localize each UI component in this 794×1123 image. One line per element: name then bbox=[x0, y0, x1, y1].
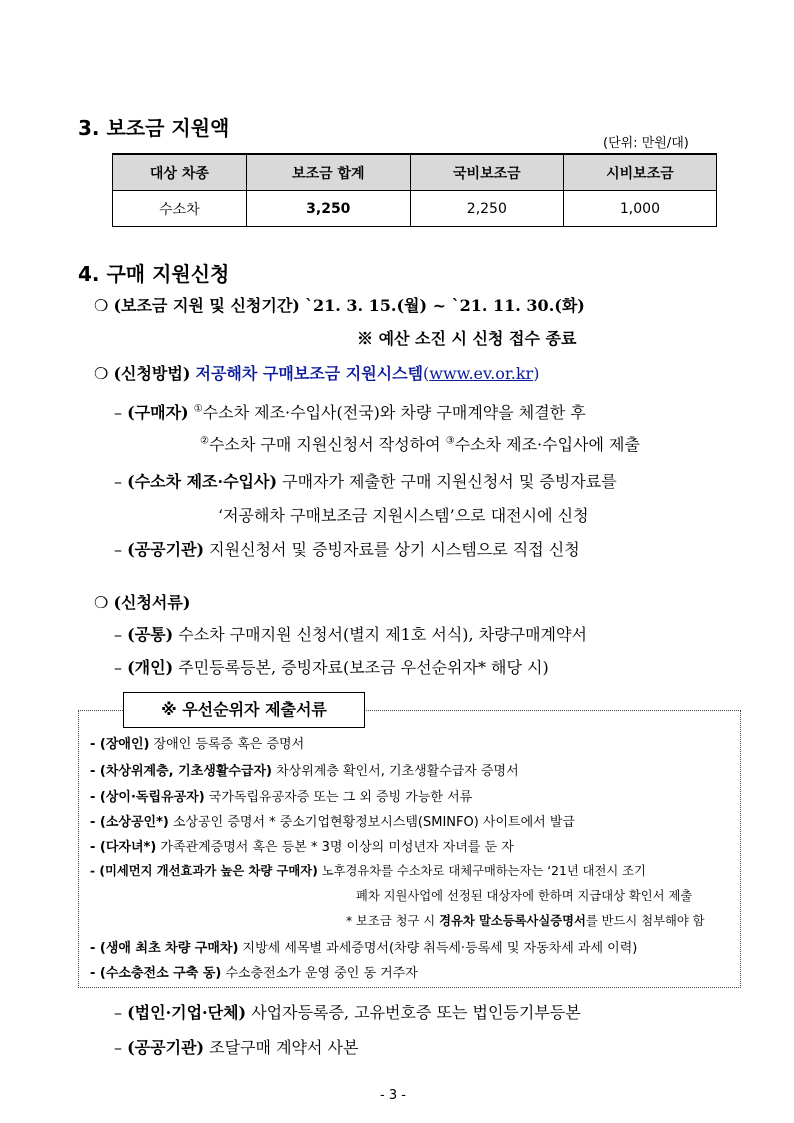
circle-bullet: ❍ bbox=[94, 296, 109, 315]
dash-bullet: – bbox=[114, 403, 122, 422]
buyer-text: 수소차 제조·수입사(전국)와 차량 구매계약을 체결한 후 bbox=[202, 403, 586, 422]
priority-label: - (미세먼지 개선효과가 높은 차량 구매자) bbox=[90, 864, 318, 878]
docs-label: (신청서류) bbox=[113, 593, 191, 612]
section-3-heading: 3. 보조금 지원액 bbox=[78, 116, 230, 140]
priority-note: * 보조금 청구 시 경유차 말소등록사실증명서를 반드시 첨부해야 함 bbox=[346, 914, 705, 928]
method-url-link[interactable]: www.ev.or.kr bbox=[429, 364, 534, 383]
step-number: ① bbox=[193, 403, 203, 415]
priority-text: 소상공인 증명서 * 중소기업현황정보시스템(SMINFO) 사이트에서 발급 bbox=[168, 815, 575, 830]
table-cell: 1,000 bbox=[563, 191, 716, 227]
period-note: ※ 예산 소진 시 신청 접수 종료 bbox=[357, 329, 577, 348]
method-paren-close: ) bbox=[533, 364, 540, 383]
method-value: 저공해차 구매보조금 지원시스템 bbox=[195, 364, 424, 383]
dash-bullet: – bbox=[114, 1038, 122, 1057]
priority-item bbox=[90, 760, 519, 779]
maker-line-1 bbox=[114, 469, 617, 492]
priority-label: - (소상공인*) bbox=[90, 815, 169, 830]
period-value: `21. 3. 15.(월) ~ `21. 11. 30.(화) bbox=[304, 296, 585, 315]
table-row bbox=[113, 191, 717, 227]
method-paren-open: ( bbox=[423, 364, 430, 383]
method-line bbox=[94, 361, 539, 384]
maker-label: (수소차 제조·수입사) bbox=[127, 472, 278, 491]
step-number: ③ bbox=[445, 435, 455, 447]
section-4-heading: 4. 구매 지원신청 bbox=[78, 262, 230, 286]
maker-line-2: ‘저공해차 구매보조금 지원시스템’으로 대전시에 신청 bbox=[218, 506, 589, 525]
public2-label: (공공기관) bbox=[127, 1038, 205, 1057]
table-cell: 수소차 bbox=[113, 191, 247, 227]
priority-item-continuation: 폐차 지원사업에 선정된 대상자에 한하며 지급대상 확인서 제출 bbox=[356, 889, 693, 903]
priority-text: 지방세 세목별 과세증명서(차량 취득세·등록세 및 자동차세 과세 이력) bbox=[238, 941, 638, 956]
priority-item bbox=[90, 937, 637, 956]
priority-item bbox=[90, 861, 646, 879]
priority-item bbox=[90, 786, 472, 805]
buyer-label: (구매자) bbox=[127, 403, 189, 422]
public2-text: 조달구매 계약서 사본 bbox=[209, 1038, 359, 1057]
circle-bullet: ❍ bbox=[94, 364, 109, 383]
priority-label: - (다자녀*) bbox=[90, 840, 157, 855]
priority-text: 국가독립유공자증 또는 그 외 증빙 가능한 서류 bbox=[204, 790, 473, 805]
step-number: ② bbox=[200, 435, 209, 447]
public-line bbox=[114, 537, 580, 560]
table-header: 시비보조금 bbox=[563, 154, 716, 191]
page-number: - 3 - bbox=[380, 1088, 406, 1103]
priority-text: 장애인 등록증 혹은 증명서 bbox=[149, 737, 305, 752]
priority-label: - (차상위계층, 기초생활수급자) bbox=[90, 764, 272, 779]
maker-text: 구매자가 제출한 구매 지원신청서 및 증빙자료를 bbox=[282, 472, 617, 491]
table-header: 국비보조금 bbox=[410, 154, 563, 191]
unit-note: (단위: 만원/대) bbox=[603, 136, 689, 151]
individual-label: (개인) bbox=[127, 658, 174, 677]
priority-item bbox=[90, 733, 304, 752]
priority-item bbox=[90, 836, 514, 855]
docs-line bbox=[94, 590, 190, 613]
table-cell: 3,250 bbox=[246, 191, 410, 227]
buyer-line-2 bbox=[200, 432, 640, 455]
corp-text: 사업자등록증, 고유번호증 또는 법인등기부등본 bbox=[251, 1003, 581, 1022]
common-line bbox=[114, 622, 587, 645]
circle-bullet: ❍ bbox=[94, 593, 109, 612]
subsidy-table bbox=[112, 153, 717, 227]
priority-label: - (생애 최초 차량 구매차) bbox=[90, 941, 239, 956]
priority-item bbox=[90, 962, 418, 981]
common-text: 수소차 구매지원 신청서(별지 제1호 서식), 차량구매계약서 bbox=[178, 625, 587, 644]
dash-bullet: – bbox=[114, 658, 122, 677]
buyer-text: 수소차 구매 지원신청서 작성하여 bbox=[208, 435, 441, 454]
common-label: (공통) bbox=[127, 625, 174, 644]
individual-line bbox=[114, 655, 549, 678]
priority-label: - (상이·독립유공자) bbox=[90, 790, 205, 805]
public-text: 지원신청서 및 증빙자료를 상기 시스템으로 직접 신청 bbox=[209, 540, 580, 559]
individual-text: 주민등록등본, 증빙자료(보조금 우선순위자* 해당 시) bbox=[178, 658, 549, 677]
priority-item bbox=[90, 811, 575, 830]
buyer-text: 수소차 제조·수입사에 제출 bbox=[454, 435, 640, 454]
dash-bullet: – bbox=[114, 625, 122, 644]
dash-bullet: – bbox=[114, 1003, 122, 1022]
public-label: (공공기관) bbox=[127, 540, 205, 559]
priority-text: 수소충전소가 운영 중인 동 거주자 bbox=[221, 966, 418, 981]
priority-title: ※ 우선순위자 제출서류 bbox=[123, 692, 365, 728]
priority-text: 노후경유차를 수소차로 대체구매하는자는 ‘21년 대전시 조기 bbox=[317, 864, 646, 878]
dash-bullet: – bbox=[114, 540, 122, 559]
dash-bullet: – bbox=[114, 472, 122, 491]
priority-label: - (장애인) bbox=[90, 737, 150, 752]
period-line bbox=[94, 293, 585, 316]
buyer-line-1 bbox=[114, 400, 586, 423]
priority-text: 가족관계증명서 혹은 등본 * 3명 이상의 미성년자 자녀를 둔 자 bbox=[156, 840, 514, 855]
public2-line bbox=[114, 1035, 358, 1058]
period-label: (보조금 지원 및 신청기간) bbox=[113, 296, 300, 315]
table-header-row bbox=[113, 154, 717, 191]
table-header: 보조금 합계 bbox=[246, 154, 410, 191]
method-label: (신청방법) bbox=[113, 364, 191, 383]
priority-text: 차상위계층 확인서, 기초생활수급자 증명서 bbox=[271, 764, 519, 779]
corp-label: (법인·기업·단체) bbox=[127, 1003, 247, 1022]
corp-line bbox=[114, 1000, 581, 1023]
table-cell: 2,250 bbox=[410, 191, 563, 227]
priority-label: - (수소충전소 구축 동) bbox=[90, 966, 222, 981]
table-header: 대상 차종 bbox=[113, 154, 247, 191]
